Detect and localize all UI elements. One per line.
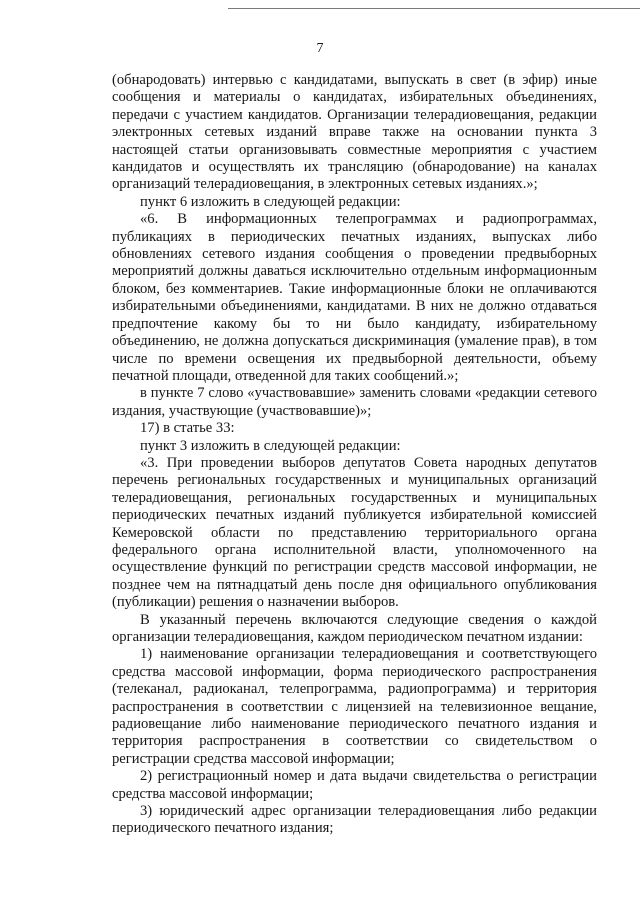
paragraph: «3. При проведении выборов депутатов Совета народных депутатов перечень региональных государственных и муниципальных организаций телерадиовещания, региональных государственных и муниципальных периодических печатных изданий публикуется избирательной комиссией Кемеровской области по представлению территориального органа федерального органа исполнительной власти, уполномоченного на осуществление функций по регистрации средств массовой информации, не позднее чем на пятнадцатый день после дня официального опубликования (публикации) решения о назначении выборов.	[112, 454, 597, 611]
paragraph: 17) в статье 33:	[140, 420, 235, 437]
paragraph: 2) регистрационный номер и дата выдачи свидетельства о регистрации средства массовой информации;	[112, 768, 597, 802]
paragraph: «6. В информационных телепрограммах и радиопрограммах, публикациях в периодических печатных изданиях, выпусках либо обновлениях сетевого издания сообщения о проведении предвыборных мероприятий должны даваться исключительно отдельным информационным блоком, без комментариев. Такие информационные блоки не оплачиваются избирательными объединениями, кандидатами. В них не должно отдаваться предпочтение какому бы то ни было кандидату, избирательному объединению, не должна допускаться дискриминация (умаление прав), в том числе по времени освещения их предвыборной деятельности, объему печатной площади, отведенной для таких сообщений.»;	[112, 211, 597, 384]
paragraph: в пункте 7 слово «участвовавшие» заменить словами «редакции сетевого издания, участвующие (участвовавшие)»;	[112, 385, 597, 419]
paragraph: пункт 6 изложить в следующей редакции:	[140, 193, 401, 210]
document-body	[112, 72, 597, 838]
top-rule	[228, 8, 640, 9]
paragraph: В указанный перечень включаются следующие сведения о каждой организации телерадиовещания, каждом периодическом печатном издании:	[112, 611, 597, 645]
paragraph: 1) наименование организации телерадиовещания и соответствующего средства массовой информации, форма периодического распространения (телеканал, радиоканал, телепрограмма, радиопрограмма) и территория распространения в соответствии с лицензией на телевизионное вещание, радиовещание либо наименование периодического печатного издания и территория распространения в соответствии со свидетельством о регистрации средства массовой информации;	[112, 646, 597, 767]
paragraph: 3) юридический адрес организации телерадиовещания либо редакции периодического печатного издания;	[112, 803, 597, 837]
page-number: 7	[316, 41, 324, 56]
paragraph: (обнародовать) интервью с кандидатами, выпускать в свет (в эфир) иные сообщения и материалы о кандидатах, избирательных объединениях, передачи с участием кандидатов. Организации телерадиовещания, редакции электронных сетевых изданий вправе также на основании пункта 3 настоящей статьи организовывать совместные мероприятия с участием кандидатов и осуществлять их трансляцию (обнародование) на каналах организаций телерадиовещания, в электронных сетевых изданиях.»;	[112, 72, 597, 193]
paragraph: пункт 3 изложить в следующей редакции:	[140, 437, 401, 454]
